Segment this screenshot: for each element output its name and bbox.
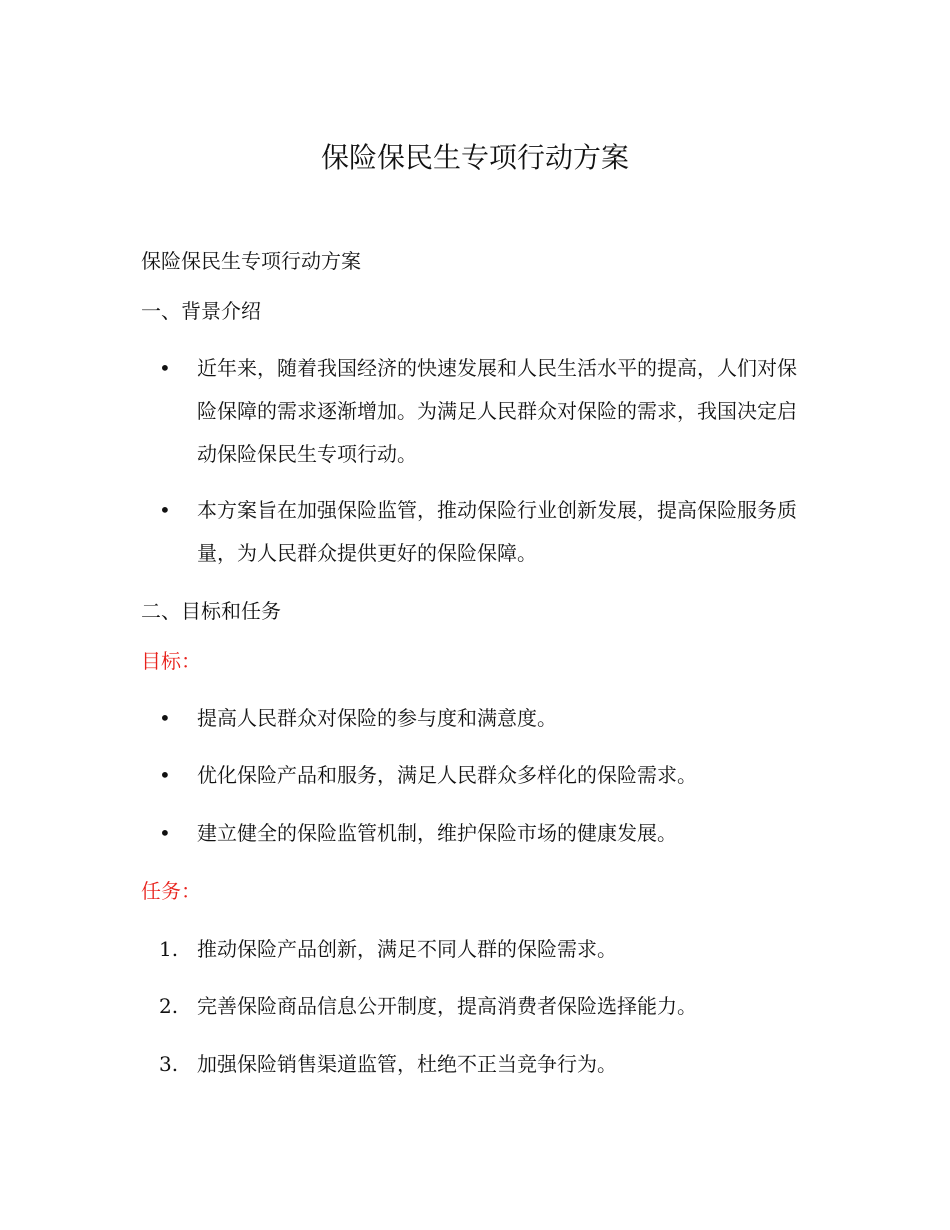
bullet-icon: •	[159, 356, 171, 380]
list-item-text: 完善保险商品信息公开制度，提高消费者保险选择能力。	[197, 994, 697, 1018]
list-number: 2.	[159, 994, 179, 1018]
numbered-list-item	[141, 1043, 821, 1086]
bullet-icon: •	[159, 706, 171, 730]
numbered-list-item	[141, 985, 821, 1028]
document-subtitle: 保险保民生专项行动方案	[141, 249, 361, 273]
list-item	[141, 812, 821, 855]
list-item-text: 本方案旨在加强保险监管，推动保险行业创新发展，提高保险服务质量，为人民群众提供更好的保险保障。	[197, 498, 797, 565]
list-item-text: 加强保险销售渠道监管，杜绝不正当竞争行为。	[197, 1052, 617, 1076]
bullet-icon: •	[159, 763, 171, 787]
list-item-text: 提高人民群众对保险的参与度和满意度。	[197, 706, 557, 730]
list-item	[141, 489, 821, 575]
numbered-list-item	[141, 928, 821, 971]
list-number: 3.	[159, 1052, 179, 1076]
bullet-icon: •	[159, 498, 171, 522]
section-heading-goals-tasks: 二、目标和任务	[141, 599, 281, 623]
list-item	[141, 697, 821, 740]
list-item	[141, 347, 821, 476]
list-number: 1.	[159, 937, 179, 961]
bullet-icon: •	[159, 821, 171, 845]
goals-label: 目标：	[141, 649, 201, 673]
list-item-text: 近年来，随着我国经济的快速发展和人民生活水平的提高，人们对保险保障的需求逐渐增加。为满足人民群众对保险的需求，我国决定启动保险保民生专项行动。	[197, 356, 797, 466]
page-title: 保险保民生专项行动方案	[320, 141, 629, 174]
list-item-text: 优化保险产品和服务，满足人民群众多样化的保险需求。	[197, 763, 697, 787]
list-item	[141, 754, 821, 797]
tasks-label: 任务：	[141, 879, 201, 903]
section-heading-background: 一、背景介绍	[141, 299, 261, 323]
list-item-text: 推动保险产品创新，满足不同人群的保险需求。	[197, 937, 617, 961]
list-item-text: 建立健全的保险监管机制，维护保险市场的健康发展。	[197, 821, 677, 845]
